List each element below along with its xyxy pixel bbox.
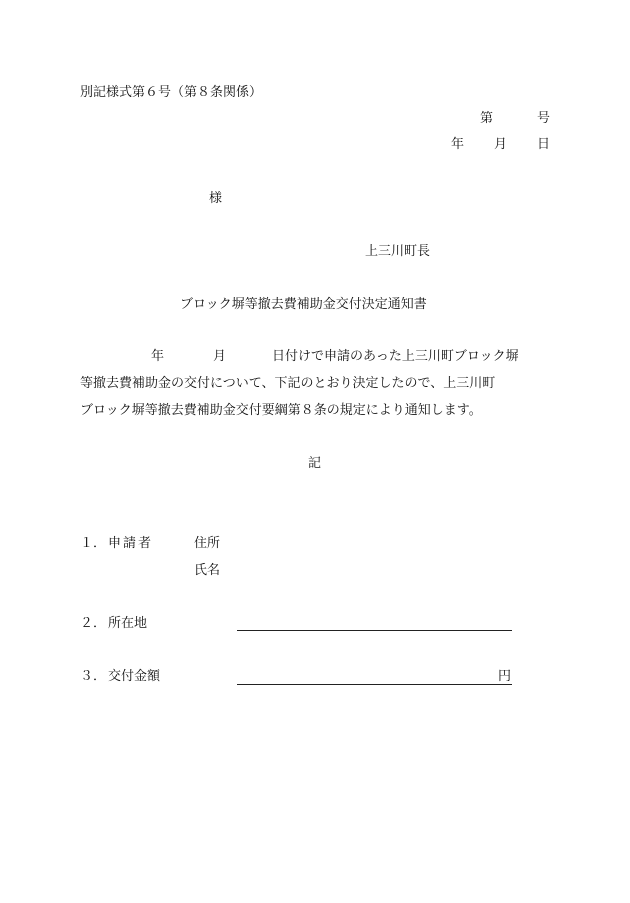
date-year: 年 [451, 137, 465, 152]
date-day: 日 [537, 137, 551, 152]
item3-unit: 円 [498, 669, 512, 684]
body-line2: 等撤去費補助金の交付について、下記のとおり決定したので、上三川町 [80, 376, 496, 391]
document-title: ブロック塀等撤去費補助金交付決定通知書 [180, 297, 427, 312]
doc-number-go: 号 [537, 111, 551, 126]
item1-name-label: 氏名 [194, 563, 221, 578]
doc-number-dai: 第 [480, 111, 494, 126]
body-line3: ブロック塀等撤去費補助金交付要綱第８条の規定により通知します。 [80, 403, 482, 418]
ki-heading: 記 [308, 456, 322, 471]
item2-label: 所在地 [108, 616, 148, 631]
item3-label: 交付金額 [108, 669, 161, 684]
item2-number: ２． [80, 616, 107, 631]
body-line1-rest: 日付けで申請のあった上三川町ブロック塀 [272, 349, 519, 364]
form-label: 別記様式第６号（第８条関係） [80, 85, 263, 100]
item1-number: １． [80, 536, 107, 551]
body-month: 月 [213, 349, 227, 364]
item1-label: 申請者 [108, 536, 154, 551]
sender-name: 上三川町長 [365, 244, 431, 259]
addressee-sama: 様 [209, 191, 223, 206]
body-year: 年 [151, 349, 165, 364]
item2-underline [237, 630, 512, 631]
item1-address-label: 住所 [194, 536, 221, 551]
item3-underline [237, 684, 512, 685]
date-month: 月 [494, 137, 508, 152]
item3-number: ３． [80, 669, 107, 684]
